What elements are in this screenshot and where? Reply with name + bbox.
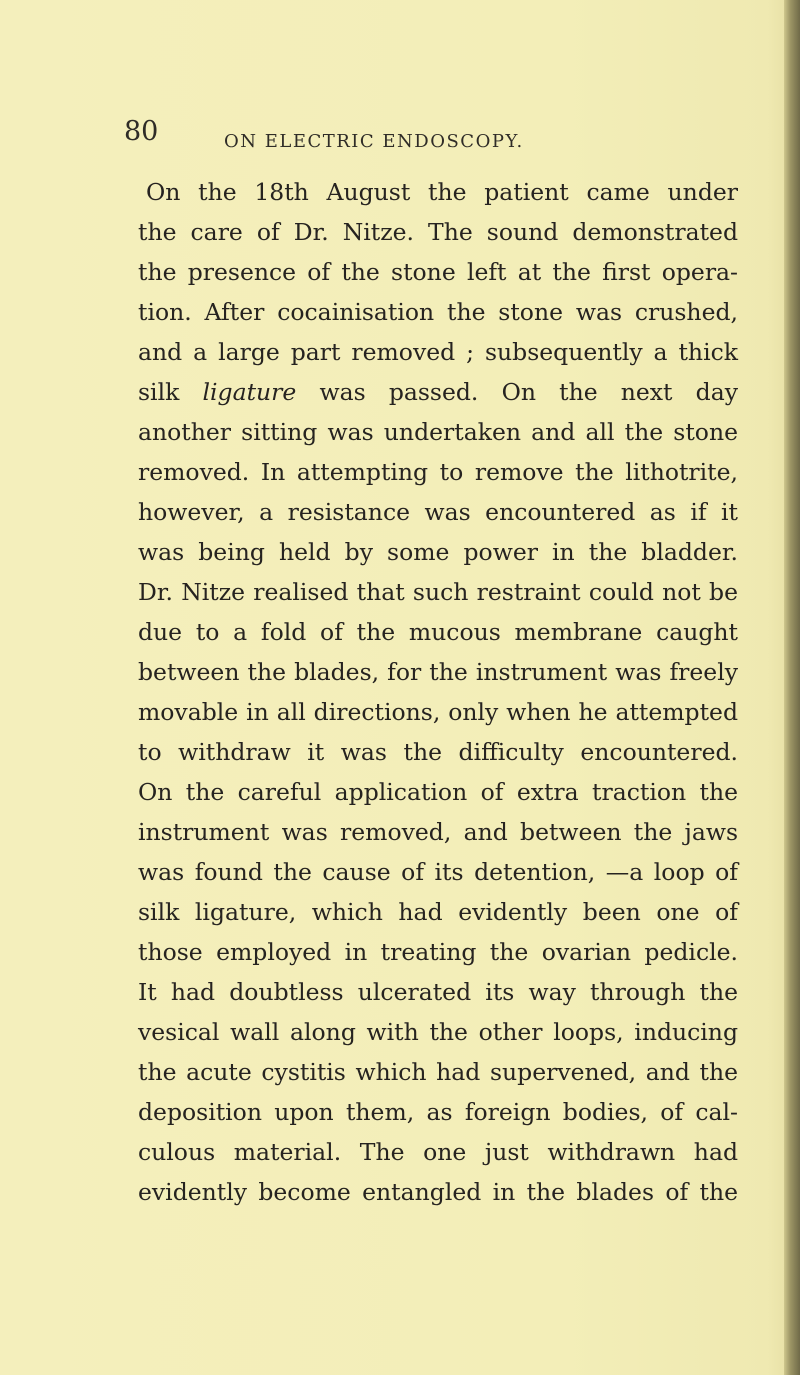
text-line: evidently become entangled in the blades of the bbox=[138, 1178, 738, 1206]
text-line: deposition upon them, as foreign bodies, of cal- bbox=[138, 1098, 738, 1126]
text-line: tion. After cocainisation the stone was crushed, bbox=[138, 298, 738, 326]
running-title: ON ELECTRIC ENDOSCOPY. bbox=[224, 131, 524, 152]
text-line-with-italic bbox=[138, 372, 738, 412]
text-line: culous material. The one just withdrawn had bbox=[138, 1138, 738, 1166]
text-line: silk ligature, which had evidently been one of bbox=[138, 898, 738, 926]
text-line: On the careful application of extra traction the bbox=[138, 778, 738, 806]
text-line: removed. In attempting to remove the lithotrite, bbox=[138, 458, 738, 486]
text-line: another sitting was undertaken and all the stone bbox=[138, 418, 738, 446]
text-line: On the 18th August the patient came under bbox=[146, 178, 738, 206]
text-line: It had doubtless ulcerated its way through the bbox=[138, 978, 738, 1006]
page-edge-shadow bbox=[784, 0, 800, 1375]
body-text bbox=[138, 172, 738, 1212]
text-line: the care of Dr. Nitze. The sound demonstrated bbox=[138, 218, 738, 246]
text-line: the acute cystitis which had supervened, and the bbox=[138, 1058, 738, 1086]
text-line: those employed in treating the ovarian pedicle. bbox=[138, 938, 738, 966]
italic-word: ligature bbox=[202, 378, 297, 406]
text-line: Dr. Nitze realised that such restraint could not be bbox=[138, 578, 738, 606]
text-line: was found the cause of its detention, —a loop of bbox=[138, 858, 738, 886]
page-number: 80 bbox=[124, 116, 159, 147]
text-line: vesical wall along with the other loops, inducing bbox=[138, 1018, 738, 1046]
text-line: to withdraw it was the difficulty encountered. bbox=[138, 738, 738, 766]
text-line: and a large part removed ; subsequently a thick bbox=[138, 338, 738, 366]
text-line: however, a resistance was encountered as if it bbox=[138, 498, 738, 526]
text-line: instrument was removed, and between the jaws bbox=[138, 818, 738, 846]
text-line: due to a fold of the mucous membrane caught bbox=[138, 618, 738, 646]
text-fragment: silk bbox=[138, 378, 203, 406]
text-line: was being held by some power in the bladder. bbox=[138, 538, 738, 566]
text-line: the presence of the stone left at the first opera- bbox=[138, 258, 738, 286]
text-line: between the blades, for the instrument was freely bbox=[138, 658, 738, 686]
text-fragment: was passed. On the next day bbox=[296, 378, 738, 406]
text-line: movable in all directions, only when he attempted bbox=[138, 698, 738, 726]
